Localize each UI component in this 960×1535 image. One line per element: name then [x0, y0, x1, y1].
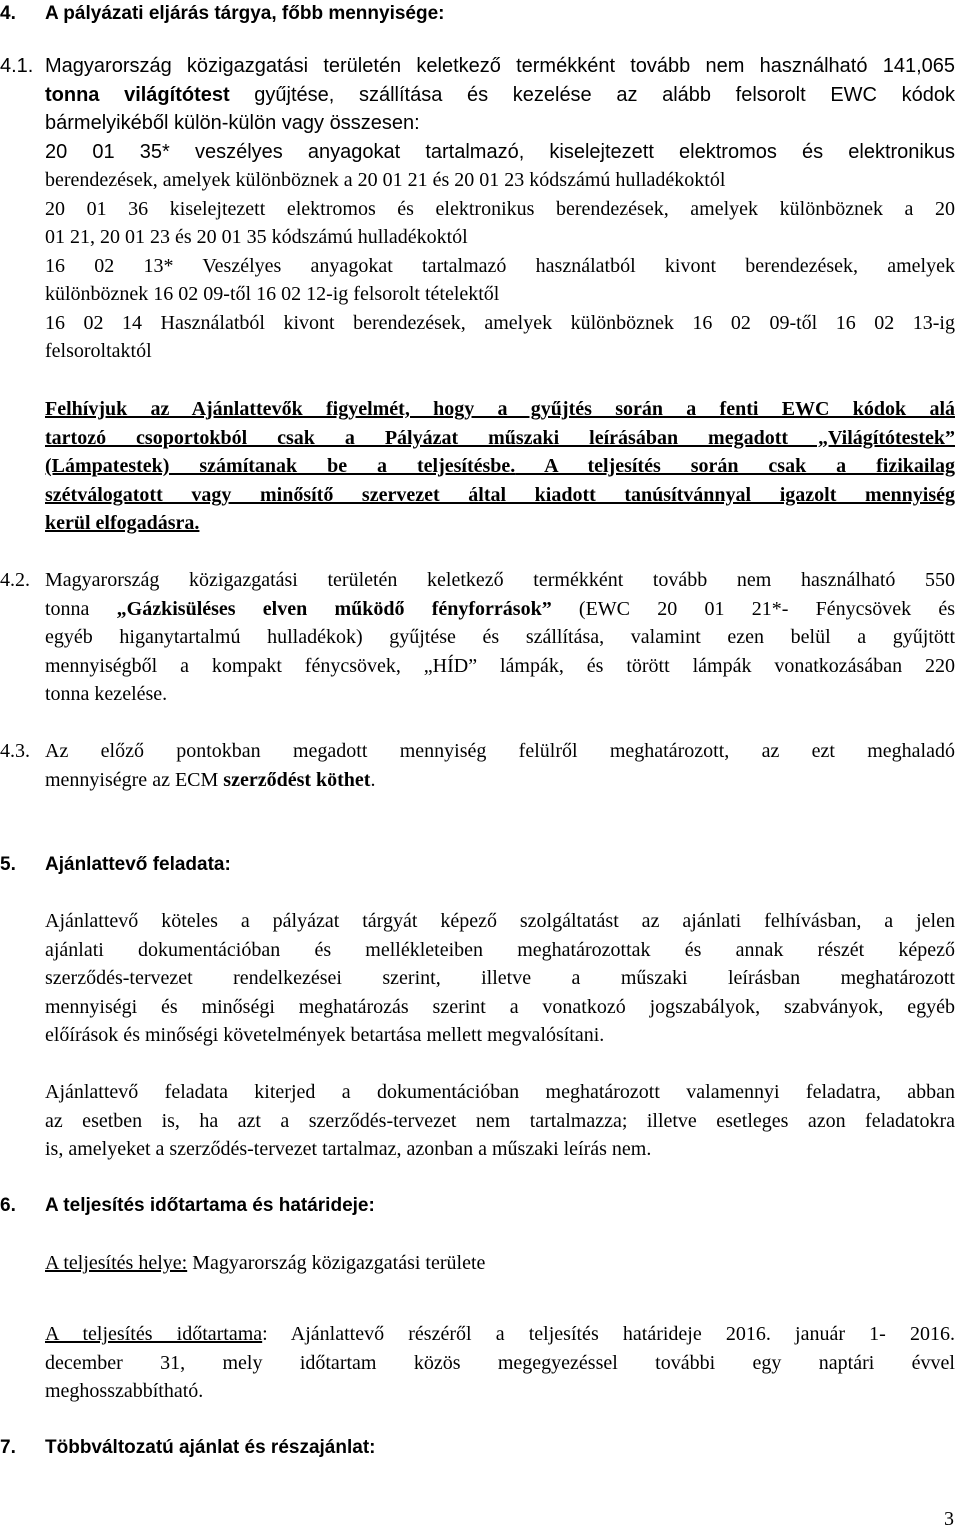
ewc-code-line: felsoroltaktól [45, 340, 152, 362]
text-line [45, 81, 955, 110]
text-line: Magyarország közigazgatási területén keletkező termékként tovább nem használható 550 [45, 569, 955, 591]
ewc-code-line: berendezések, amelyek különböznek a 20 01 21 és 20 01 23 kódszámú hulladékoktól [45, 169, 726, 191]
text-line: bármelyikéből külön-külön vagy összesen: [45, 112, 420, 134]
text-line: tonna kezelése. [45, 683, 168, 705]
section-6-title: A teljesítés időtartama és határideje: [45, 1195, 375, 1216]
section-5-paragraph-2 [45, 1078, 955, 1164]
ewc-code-line: 20 01 35* veszélyes anyagokat tartalmazó, kiselejtezett elektromos és elektronikus [45, 140, 955, 163]
ewc-code-line: 01 21, 20 01 23 és 20 01 35 kódszámú hulladékoktól [45, 226, 468, 248]
text-line: ajánlati dokumentációban és mellékleteiben meghatározottak és annak részét képező [45, 938, 955, 961]
section-6-number: 6. [0, 1195, 16, 1216]
text-fragment: tonna [45, 597, 117, 620]
text-line: meghosszabbítható. [45, 1380, 204, 1402]
section-4-number: 4. [0, 3, 16, 24]
text-fragment: gyűjtése, szállítása és kezelése az alább felsorolt EWC kódok [229, 83, 955, 106]
notice-line: Felhívjuk az Ajánlattevők figyelmét, hogy a gyűjtés során a fenti EWC kódok alá [45, 398, 955, 420]
ewc-code-line: különböznek 16 02 09-től 16 02 12-ig felsorolt tételektől [45, 283, 500, 305]
text-line: Ajánlattevő feladata kiterjed a dokumentációban meghatározott valamennyi feladatra, abban [45, 1081, 955, 1103]
ewc-code-line: 20 01 36 kiselejtezett elektromos és elektronikus berendezések, amelyek különböznek a 20 [45, 197, 955, 220]
section-4-heading [0, 0, 445, 28]
section-4-2-number: 4.2. [0, 569, 30, 591]
notice-fragment: A teljesítés során csak a fizikailag [515, 455, 956, 477]
section-4-3-text [45, 737, 955, 794]
text-line [45, 595, 955, 624]
notice-fragment: (Lámpatestek) számítanak be a teljesítésbe. [45, 455, 516, 477]
text-line: mennyiségből a kompakt fénycsövek, „HÍD” lámpák, és törött lámpák vonatkozásában 220 [45, 654, 955, 677]
text-fragment: : Ajánlattevő részéről a teljesítés határideje 2016. január 1- 2016. [262, 1323, 956, 1345]
completion-place-value: Magyarország közigazgatási területe [187, 1252, 486, 1274]
text-line: előírások és minőségi követelmények betartása mellett megvalósítani. [45, 1024, 605, 1046]
text-line: egyéb higanytartalmú hulladékok) gyűjtése és szállítása, valamint ezen belül a gyűjtött [45, 626, 955, 648]
page-number: 3 [944, 1508, 954, 1530]
text-line: Ajánlattevő köteles a pályázat tárgyát képező szolgáltatást az ajánlati felhívásban, a jelen [45, 910, 955, 932]
ewc-code-line: 16 02 13* Veszélyes anyagokat tartalmazó használatból kivont berendezések, amelyek [45, 254, 955, 277]
completion-duration [45, 1320, 955, 1406]
text-line: az esetben is, ha azt a szerződés-tervezet nem tartalmazza; illetve esetleges azon feladatokra [45, 1109, 955, 1132]
section-4-3-number: 4.3. [0, 740, 30, 762]
section-7-title: Többváltozatú ajánlat és részajánlat: [45, 1437, 376, 1458]
section-4-title: A pályázati eljárás tárgya, főbb mennyisége: [45, 3, 445, 24]
bold-phrase: szerződést köthet [223, 768, 371, 791]
completion-duration-label: A teljesítés időtartama [45, 1323, 263, 1345]
text-line: Az előző pontokban megadott mennyiség felülről meghatározott, az ezt meghaladó [45, 740, 955, 762]
text-fragment: (EWC 20 01 21*- Fénycsövek és [551, 597, 956, 620]
section-6-heading [0, 1192, 375, 1220]
notice-line [45, 452, 955, 481]
text-line [45, 1320, 955, 1349]
text-line: is, amelyeket a szerződés-tervezet tartalmaz, azonban a műszaki leírás nem. [45, 1138, 652, 1160]
section-4-2-text [45, 566, 955, 709]
text-line: mennyiségi és minőségi meghatározás szerint a vonatkozó jogszabályok, szabványok, egyéb [45, 995, 955, 1018]
section-4-1-number: 4.1. [0, 55, 34, 77]
bold-phrase: „Gázkisüléses elven működő fényforrások” [116, 597, 552, 620]
completion-place-label: A teljesítés helye: [45, 1252, 188, 1274]
section-7-number: 7. [0, 1437, 16, 1458]
text-line: Magyarország közigazgatási területén keletkező termékként tovább nem használható 141,065 [45, 55, 955, 77]
text-line: december 31, mely időtartam közös megegyezéssel további egy naptári évvel [45, 1351, 955, 1374]
section-5-title: Ajánlattevő feladata: [45, 854, 231, 875]
ewc-code-line: 16 02 14 Használatból kivont berendezések, amelyek különböznek 16 02 09-től 16 02 13-ig [45, 311, 955, 334]
completion-place [45, 1249, 955, 1278]
text-line: szerződés-tervezet rendelkezései szerint, illetve a műszaki leírásban meghatározott [45, 967, 955, 989]
text-line [45, 766, 955, 795]
section-5-number: 5. [0, 854, 16, 875]
text-fragment: mennyiségre az ECM [45, 768, 224, 791]
notice-line: tartozó csoportokból csak a Pályázat műszaki leírásában megadott „Világítótestek” [45, 426, 955, 449]
section-5-heading [0, 851, 231, 879]
text-fragment: . [370, 768, 376, 791]
section-7-heading [0, 1434, 375, 1462]
section-5-paragraph-1 [45, 907, 955, 1050]
ewc-notice [45, 395, 955, 538]
section-4-1-text [45, 52, 955, 366]
notice-line: kerül elfogadásra. [45, 512, 200, 534]
bold-phrase: tonna világítótest [45, 83, 230, 106]
text-line [45, 1249, 955, 1278]
notice-line: szétválogatott vagy minősítő szervezet által kiadott tanúsítvánnyal igazolt mennyiség [45, 483, 955, 506]
